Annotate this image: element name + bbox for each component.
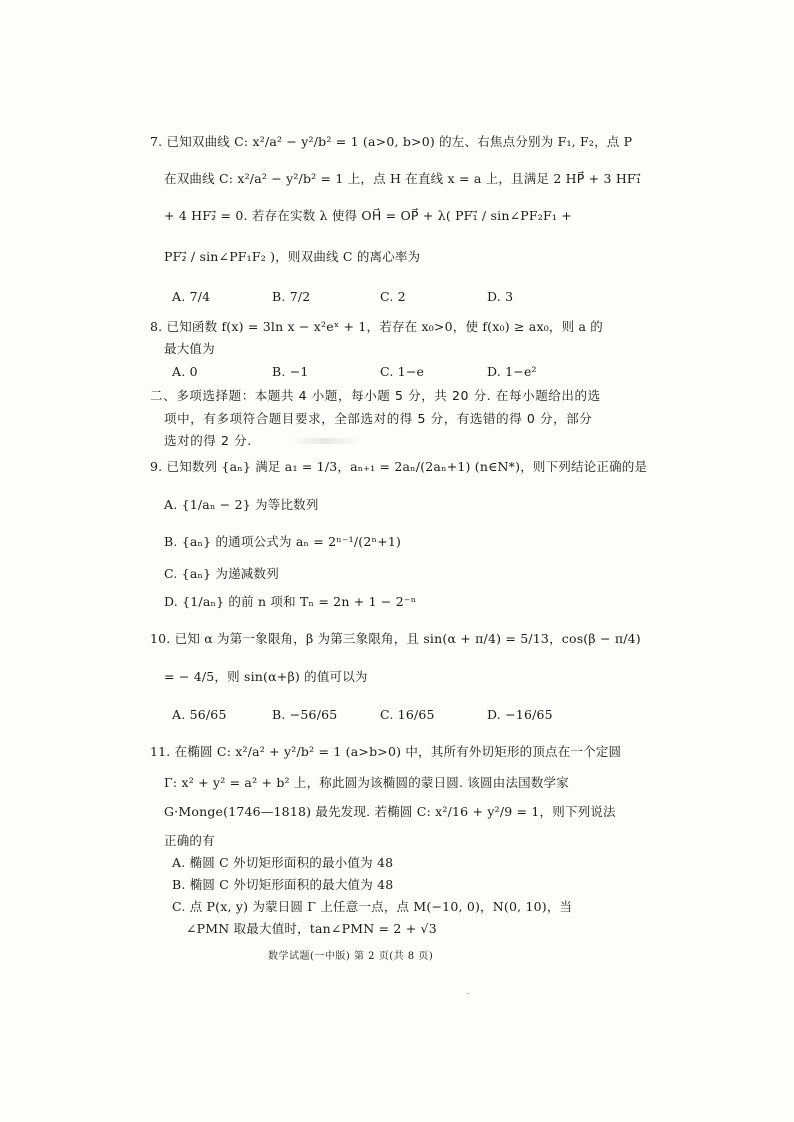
scan-dot [467, 993, 469, 994]
q7-option-b: B. 7/2 [272, 289, 311, 304]
q11-option-c-line-2: ∠PMN 取最大值时，tan∠PMN = 2 + √3 [186, 921, 437, 936]
q10-line-2: = − 4/5，则 sin(α+β) 的值可以为 [164, 669, 368, 684]
q9-stem: 9. 已知数列 {aₙ} 满足 a₁ = 1/3，aₙ₊₁ = 2aₙ/(2aₙ+1) (n∈N*)，则下列结论正确的是 [150, 459, 648, 474]
q10-option-b: B. −56/65 [272, 707, 338, 722]
q11-line-2: Γ: x² + y² = a² + b² 上，称此圆为该椭圆的蒙日圆. 该圆由法国数学家 [164, 775, 569, 790]
section-2-line-3: 选对的得 2 分. [164, 433, 252, 448]
q11-line-4: 正确的有 [164, 833, 215, 848]
q11-line-3: G·Monge(1746—1818) 最先发现. 若椭圆 C: x²/16 + y²/9 = 1，则下列说法 [164, 804, 616, 819]
q11-option-a: A. 椭圆 C 外切矩形面积的最小值为 48 [172, 855, 394, 870]
q10-option-d: D. −16/65 [487, 707, 553, 722]
q10-line-1: 10. 已知 α 为第一象限角，β 为第三象限角，且 sin(α + π/4) = 5/13，cos(β − π/4) [150, 631, 641, 646]
q7-line-3: + 4 HF₂⃗ = 0. 若存在实数 λ 使得 OH⃗ = OP⃗ + λ( PF₁⃗ / sin∠PF₂F₁ + [164, 208, 572, 223]
q8-option-b: B. −1 [272, 364, 309, 379]
q9-option-b: B. {aₙ} 的通项公式为 aₙ = 2ⁿ⁻¹/(2ⁿ+1) [164, 534, 402, 549]
q7-line-1: 7. 已知双曲线 C: x²/a² − y²/b² = 1 (a>0, b>0) 的左、右焦点分别为 F₁, F₂，点 P [150, 134, 633, 149]
section-2-line-1: 二、多项选择题：本题共 4 小题，每小题 5 分，共 20 分. 在每小题给出的选 [150, 388, 601, 403]
q8-option-d: D. 1−e² [487, 364, 537, 379]
q7-option-c: C. 2 [380, 289, 406, 304]
q8-line-1: 8. 已知函数 f(x) = 3ln x − x²eˣ + 1，若存在 x₀>0，使 f(x₀) ≥ ax₀，则 a 的 [150, 319, 604, 334]
q10-option-c: C. 16/65 [380, 707, 435, 722]
page-footer: 数学试题(一中版) 第 2 页(共 8 页) [268, 951, 434, 962]
section-2-line-2: 项中，有多项符合题目要求，全部选对的得 5 分，有选错的得 0 分，部分 [164, 411, 593, 426]
q7-line-4: PF₂⃗ / sin∠PF₁F₂ )，则双曲线 C 的离心率为 [164, 249, 421, 264]
q7-option-d: D. 3 [487, 289, 514, 304]
q11-option-c-line-1: C. 点 P(x, y) 为蒙日圆 Γ 上任意一点，点 M(−10, 0)，N(0, 10)，当 [172, 899, 573, 914]
q9-option-a: A. {1/aₙ − 2} 为等比数列 [164, 497, 319, 512]
q7-option-a: A. 7/4 [172, 289, 211, 304]
q9-option-d: D. {1/aₙ} 的前 n 项和 Tₙ = 2n + 1 − 2⁻ⁿ [164, 594, 417, 609]
q11-line-1: 11. 在椭圆 C: x²/a² + y²/b² = 1 (a>b>0) 中，其所有外切矩形的顶点在一个定圆 [150, 744, 622, 759]
q7-line-2: 在双曲线 C: x²/a² − y²/b² = 1 上，点 H 在直线 x = a 上，且满足 2 HP⃗ + 3 HF₁⃗ [164, 171, 642, 186]
q8-line-2: 最大值为 [164, 341, 215, 356]
q8-option-c: C. 1−e [380, 364, 425, 379]
q11-option-b: B. 椭圆 C 外切矩形面积的最大值为 48 [172, 877, 394, 892]
q8-option-a: A. 0 [172, 364, 198, 379]
scan-smudge [290, 438, 360, 444]
q10-option-a: A. 56/65 [172, 707, 227, 722]
q9-option-c: C. {aₙ} 为递减数列 [164, 566, 279, 581]
